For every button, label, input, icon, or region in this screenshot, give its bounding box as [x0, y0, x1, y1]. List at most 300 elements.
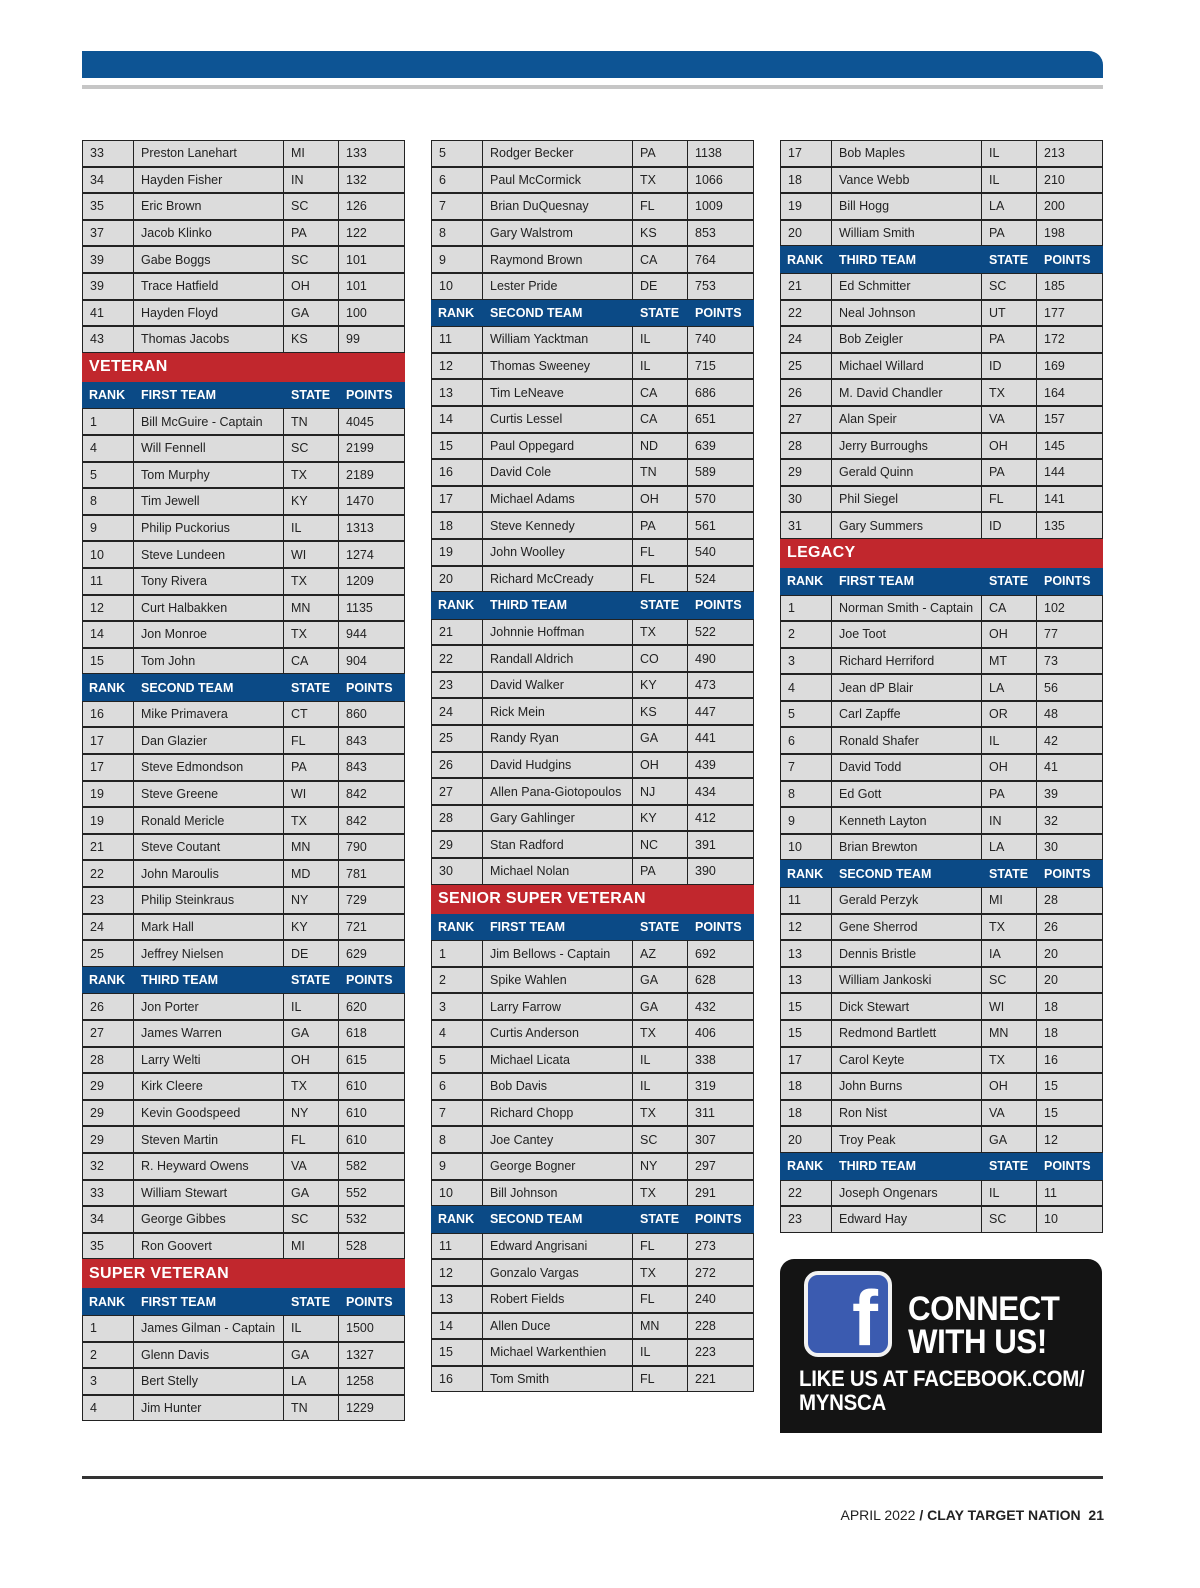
table-row	[82, 1368, 405, 1395]
points-cell: 157	[1037, 406, 1103, 433]
points-cell: 406	[688, 1020, 754, 1047]
state-cell: MD	[284, 860, 339, 887]
name-cell: Mark Hall	[134, 914, 284, 941]
name-cell: Michael Adams	[483, 486, 633, 513]
table-row	[431, 940, 754, 967]
rank-cell: 13	[780, 940, 832, 967]
name-cell: Lester Pride	[483, 273, 633, 300]
name-cell: Ed Schmitter	[832, 273, 982, 300]
points-header: POINTS	[688, 300, 754, 327]
rank-cell: 24	[82, 914, 134, 941]
points-cell: 589	[688, 459, 754, 486]
name-cell: Tony Rivera	[134, 568, 284, 595]
name-cell: Philip Steinkraus	[134, 887, 284, 914]
points-cell: 26	[1037, 914, 1103, 941]
points-cell: 101	[339, 273, 405, 300]
rank-cell: 6	[431, 1073, 483, 1100]
table-row	[431, 1233, 754, 1260]
team-header: FIRST TEAM	[134, 382, 284, 409]
top-header-bar	[82, 51, 1103, 78]
points-cell: 291	[688, 1180, 754, 1207]
points-cell: 522	[688, 619, 754, 646]
state-cell: CA	[284, 648, 339, 675]
rank-cell: 16	[431, 459, 483, 486]
name-cell: Preston Lanehart	[134, 140, 284, 167]
state-cell: KS	[633, 698, 688, 725]
table-row	[780, 326, 1103, 353]
table-row	[82, 1100, 405, 1127]
name-cell: Tim LeNeave	[483, 379, 633, 406]
points-cell: 432	[688, 993, 754, 1020]
team-header-row	[82, 382, 405, 409]
table-row	[431, 672, 754, 699]
points-cell: 77	[1037, 621, 1103, 648]
points-cell: 16	[1037, 1047, 1103, 1074]
points-cell: 412	[688, 805, 754, 832]
points-cell: 297	[688, 1153, 754, 1180]
points-header: POINTS	[1037, 860, 1103, 887]
table-row	[780, 273, 1103, 300]
points-header: POINTS	[1037, 246, 1103, 273]
name-cell: James Gilman - Captain	[134, 1315, 284, 1342]
rank-cell: 19	[82, 807, 134, 834]
rank-cell: 28	[431, 805, 483, 832]
state-header: STATE	[633, 300, 688, 327]
points-cell: 102	[1037, 595, 1103, 622]
table-row	[82, 193, 405, 220]
name-cell: Jeffrey Nielsen	[134, 940, 284, 967]
table-row	[431, 1286, 754, 1313]
rank-cell: 2	[82, 1342, 134, 1369]
table-row	[780, 220, 1103, 247]
rank-cell: 12	[780, 914, 832, 941]
state-cell: CO	[633, 645, 688, 672]
name-cell: Rodger Becker	[483, 140, 633, 167]
state-cell: TX	[633, 1259, 688, 1286]
name-cell: Thomas Jacobs	[134, 326, 284, 353]
points-cell: 620	[339, 993, 405, 1020]
points-cell: 11	[1037, 1180, 1103, 1207]
points-cell: 764	[688, 246, 754, 273]
rank-cell: 26	[82, 993, 134, 1020]
state-header: STATE	[982, 246, 1037, 273]
name-cell: Hayden Floyd	[134, 300, 284, 327]
points-cell: 42	[1037, 727, 1103, 754]
points-cell: 540	[688, 539, 754, 566]
table-row	[431, 193, 754, 220]
points-cell: 213	[1037, 140, 1103, 167]
state-cell: TX	[284, 568, 339, 595]
table-row	[431, 725, 754, 752]
state-cell: FL	[633, 1233, 688, 1260]
table-row	[82, 488, 405, 515]
name-cell: Stan Radford	[483, 831, 633, 858]
state-cell: MI	[284, 140, 339, 167]
table-row	[780, 1073, 1103, 1100]
rank-cell: 1	[82, 408, 134, 435]
table-row	[780, 940, 1103, 967]
name-cell: Allen Duce	[483, 1313, 633, 1340]
name-cell: David Cole	[483, 459, 633, 486]
points-header: POINTS	[1037, 568, 1103, 595]
name-cell: Bill Johnson	[483, 1180, 633, 1207]
rank-cell: 16	[431, 1366, 483, 1393]
footer-page-number: 21	[1088, 1507, 1104, 1523]
rank-cell: 9	[431, 1153, 483, 1180]
table-row	[780, 701, 1103, 728]
name-cell: Bill Hogg	[832, 193, 982, 220]
state-cell: GA	[633, 993, 688, 1020]
points-cell: 1138	[688, 140, 754, 167]
rank-cell: 26	[780, 379, 832, 406]
name-cell: Curtis Anderson	[483, 1020, 633, 1047]
team-header-row	[780, 1153, 1103, 1180]
points-cell: 126	[339, 193, 405, 220]
points-cell: 133	[339, 140, 405, 167]
points-cell: 185	[1037, 273, 1103, 300]
name-cell: Kirk Cleere	[134, 1073, 284, 1100]
state-cell: MN	[284, 834, 339, 861]
table-row	[780, 300, 1103, 327]
points-cell: 228	[688, 1313, 754, 1340]
table-row	[431, 459, 754, 486]
team-header: FIRST TEAM	[483, 914, 633, 941]
state-cell: IA	[982, 940, 1037, 967]
points-cell: 28	[1037, 887, 1103, 914]
rank-cell: 26	[431, 752, 483, 779]
points-cell: 144	[1037, 459, 1103, 486]
name-cell: Steve Lundeen	[134, 541, 284, 568]
points-cell: 528	[339, 1233, 405, 1260]
table-row	[431, 220, 754, 247]
points-cell: 12	[1037, 1126, 1103, 1153]
state-cell: PA	[982, 459, 1037, 486]
points-cell: 1009	[688, 193, 754, 220]
state-cell: MN	[284, 595, 339, 622]
rank-cell: 21	[431, 619, 483, 646]
table-row	[780, 379, 1103, 406]
points-cell: 141	[1037, 486, 1103, 513]
rank-cell: 22	[780, 1180, 832, 1207]
state-cell: PA	[982, 326, 1037, 353]
name-cell: William Smith	[832, 220, 982, 247]
state-cell: PA	[633, 140, 688, 167]
table-row	[82, 246, 405, 273]
points-cell: 447	[688, 698, 754, 725]
name-cell: Larry Farrow	[483, 993, 633, 1020]
table-row	[780, 887, 1103, 914]
name-cell: Rick Mein	[483, 698, 633, 725]
points-cell: 18	[1037, 1020, 1103, 1047]
points-cell: 56	[1037, 674, 1103, 701]
table-row	[780, 406, 1103, 433]
table-row	[431, 246, 754, 273]
team-header-row	[82, 1288, 405, 1315]
name-cell: Edward Angrisani	[483, 1233, 633, 1260]
points-cell: 1066	[688, 167, 754, 194]
name-cell: Gene Sherrod	[832, 914, 982, 941]
rank-header: RANK	[82, 967, 134, 994]
table-row	[780, 1126, 1103, 1153]
state-cell: GA	[633, 725, 688, 752]
state-cell: ID	[982, 353, 1037, 380]
rank-cell: 24	[431, 698, 483, 725]
name-cell: Dennis Bristle	[832, 940, 982, 967]
points-cell: 391	[688, 831, 754, 858]
state-cell: FL	[633, 1286, 688, 1313]
points-cell: 552	[339, 1180, 405, 1207]
points-cell: 338	[688, 1047, 754, 1074]
rank-cell: 29	[431, 831, 483, 858]
name-cell: Michael Willard	[832, 353, 982, 380]
rank-cell: 43	[82, 326, 134, 353]
name-cell: Carol Keyte	[832, 1047, 982, 1074]
table-row	[431, 1047, 754, 1074]
name-cell: Michael Warkenthien	[483, 1339, 633, 1366]
table-row	[780, 648, 1103, 675]
rank-cell: 15	[431, 433, 483, 460]
rank-cell: 29	[82, 1100, 134, 1127]
state-cell: OR	[982, 701, 1037, 728]
rank-cell: 11	[780, 887, 832, 914]
table-row	[780, 486, 1103, 513]
table-row	[82, 1342, 405, 1369]
name-cell: Jim Hunter	[134, 1395, 284, 1422]
state-cell: KY	[633, 805, 688, 832]
points-cell: 99	[339, 326, 405, 353]
table-row	[431, 1020, 754, 1047]
points-cell: 842	[339, 781, 405, 808]
name-cell: Carl Zapffe	[832, 701, 982, 728]
name-cell: Joe Toot	[832, 621, 982, 648]
state-cell: GA	[982, 1126, 1037, 1153]
points-header: POINTS	[688, 592, 754, 619]
table-row	[82, 834, 405, 861]
name-cell: Trace Hatfield	[134, 273, 284, 300]
name-cell: Alan Speir	[832, 406, 982, 433]
points-cell: 618	[339, 1020, 405, 1047]
name-cell: Jon Porter	[134, 993, 284, 1020]
name-cell: Mike Primavera	[134, 701, 284, 728]
table-row	[82, 1395, 405, 1422]
rank-cell: 12	[431, 353, 483, 380]
points-cell: 843	[339, 754, 405, 781]
team-header-row	[82, 674, 405, 701]
name-cell: Ron Nist	[832, 1100, 982, 1127]
name-cell: Curt Halbakken	[134, 595, 284, 622]
state-cell: OH	[284, 273, 339, 300]
name-cell: Kenneth Layton	[832, 807, 982, 834]
name-cell: Bert Stelly	[134, 1368, 284, 1395]
points-cell: 200	[1037, 193, 1103, 220]
rank-cell: 13	[780, 967, 832, 994]
state-cell: IL	[982, 1180, 1037, 1207]
rank-cell: 4	[82, 1395, 134, 1422]
name-cell: Steven Martin	[134, 1126, 284, 1153]
name-cell: Paul Oppegard	[483, 433, 633, 460]
table-row	[780, 621, 1103, 648]
name-cell: Edward Hay	[832, 1206, 982, 1233]
name-cell: Jean dP Blair	[832, 674, 982, 701]
name-cell: Philip Puckorius	[134, 515, 284, 542]
table-row	[780, 353, 1103, 380]
state-cell: KY	[633, 672, 688, 699]
name-cell: George Bogner	[483, 1153, 633, 1180]
name-cell: Redmond Bartlett	[832, 1020, 982, 1047]
name-cell: Robert Fields	[483, 1286, 633, 1313]
state-cell: SC	[284, 246, 339, 273]
table-row	[431, 486, 754, 513]
state-cell: SC	[284, 1206, 339, 1233]
name-cell: William Jankoski	[832, 967, 982, 994]
rank-cell: 15	[780, 993, 832, 1020]
table-row	[82, 807, 405, 834]
name-cell: Joe Cantey	[483, 1126, 633, 1153]
points-cell: 651	[688, 406, 754, 433]
name-cell: Tim Jewell	[134, 488, 284, 515]
points-cell: 30	[1037, 834, 1103, 861]
state-cell: VA	[284, 1153, 339, 1180]
rank-cell: 39	[82, 273, 134, 300]
name-cell: Curtis Lessel	[483, 406, 633, 433]
page-footer	[840, 1507, 1104, 1523]
state-header: STATE	[982, 860, 1037, 887]
state-cell: IL	[982, 167, 1037, 194]
name-cell: Gonzalo Vargas	[483, 1259, 633, 1286]
table-row	[82, 408, 405, 435]
name-cell: Ronald Shafer	[832, 727, 982, 754]
table-row	[82, 993, 405, 1020]
table-row	[780, 433, 1103, 460]
table-row	[82, 727, 405, 754]
rank-cell: 12	[431, 1259, 483, 1286]
rank-cell: 22	[82, 860, 134, 887]
state-cell: FL	[633, 1366, 688, 1393]
table-row	[82, 887, 405, 914]
state-cell: LA	[284, 1368, 339, 1395]
table-row	[82, 541, 405, 568]
points-cell: 145	[1037, 433, 1103, 460]
name-cell: Michael Licata	[483, 1047, 633, 1074]
state-cell: OH	[982, 754, 1037, 781]
rank-cell: 9	[82, 515, 134, 542]
points-cell: 10	[1037, 1206, 1103, 1233]
team-header: SECOND TEAM	[483, 1206, 633, 1233]
name-cell: John Burns	[832, 1073, 982, 1100]
name-cell: Eric Brown	[134, 193, 284, 220]
state-cell: IN	[982, 807, 1037, 834]
name-cell: Gerald Perzyk	[832, 887, 982, 914]
name-cell: Ron Goovert	[134, 1233, 284, 1260]
rank-cell: 28	[780, 433, 832, 460]
rank-header: RANK	[431, 592, 483, 619]
team-header-row	[431, 1206, 754, 1233]
points-cell: 490	[688, 645, 754, 672]
rank-cell: 29	[82, 1126, 134, 1153]
name-cell: Steve Coutant	[134, 834, 284, 861]
state-cell: IL	[284, 1315, 339, 1342]
points-cell: 169	[1037, 353, 1103, 380]
state-cell: TX	[284, 1073, 339, 1100]
rank-cell: 6	[780, 727, 832, 754]
state-cell: VA	[982, 406, 1037, 433]
table-row	[780, 674, 1103, 701]
state-cell: MI	[284, 1233, 339, 1260]
state-cell: KS	[284, 326, 339, 353]
table-row	[431, 433, 754, 460]
state-cell: KY	[284, 914, 339, 941]
state-cell: SC	[284, 435, 339, 462]
table-row	[780, 140, 1103, 167]
facebook-promo[interactable]	[780, 1259, 1102, 1433]
table-row	[82, 220, 405, 247]
state-cell: NC	[633, 831, 688, 858]
rank-cell: 24	[780, 326, 832, 353]
state-cell: NY	[633, 1153, 688, 1180]
name-cell: Spike Wahlen	[483, 967, 633, 994]
state-cell: MT	[982, 648, 1037, 675]
rank-cell: 9	[431, 246, 483, 273]
rank-cell: 6	[431, 167, 483, 194]
points-header: POINTS	[688, 914, 754, 941]
state-cell: GA	[284, 1020, 339, 1047]
rank-cell: 35	[82, 1233, 134, 1260]
rank-cell: 27	[82, 1020, 134, 1047]
table-row	[82, 781, 405, 808]
team-header: THIRD TEAM	[832, 1153, 982, 1180]
name-cell: Norman Smith - Captain	[832, 595, 982, 622]
rank-cell: 19	[82, 781, 134, 808]
rank-header: RANK	[431, 1206, 483, 1233]
table-row	[780, 754, 1103, 781]
points-cell: 1327	[339, 1342, 405, 1369]
rank-cell: 2	[431, 967, 483, 994]
state-cell: KY	[284, 488, 339, 515]
rank-cell: 35	[82, 193, 134, 220]
table-row	[82, 273, 405, 300]
rank-header: RANK	[431, 300, 483, 327]
state-cell: TX	[633, 1020, 688, 1047]
name-cell: Randall Aldrich	[483, 645, 633, 672]
footer-sep: /	[915, 1507, 928, 1523]
name-cell: Steve Edmondson	[134, 754, 284, 781]
rank-cell: 7	[431, 1100, 483, 1127]
points-cell: 532	[339, 1206, 405, 1233]
rank-cell: 34	[82, 1206, 134, 1233]
points-header: POINTS	[688, 1206, 754, 1233]
state-cell: MN	[982, 1020, 1037, 1047]
state-cell: CA	[982, 595, 1037, 622]
state-cell: SC	[982, 273, 1037, 300]
points-cell: 1274	[339, 541, 405, 568]
connect-headline: CONNECT WITH US!	[908, 1290, 1060, 1361]
state-cell: TX	[982, 379, 1037, 406]
section-title: SUPER VETERAN	[82, 1259, 405, 1288]
rank-cell: 14	[431, 406, 483, 433]
points-cell: 73	[1037, 648, 1103, 675]
table-row	[431, 993, 754, 1020]
rank-cell: 4	[780, 674, 832, 701]
points-cell: 740	[688, 326, 754, 353]
state-cell: FL	[633, 539, 688, 566]
table-row	[431, 1126, 754, 1153]
team-header-row	[780, 246, 1103, 273]
table-row	[82, 701, 405, 728]
rank-cell: 27	[431, 778, 483, 805]
rank-header: RANK	[431, 914, 483, 941]
state-cell: IL	[284, 993, 339, 1020]
rank-cell: 16	[82, 701, 134, 728]
